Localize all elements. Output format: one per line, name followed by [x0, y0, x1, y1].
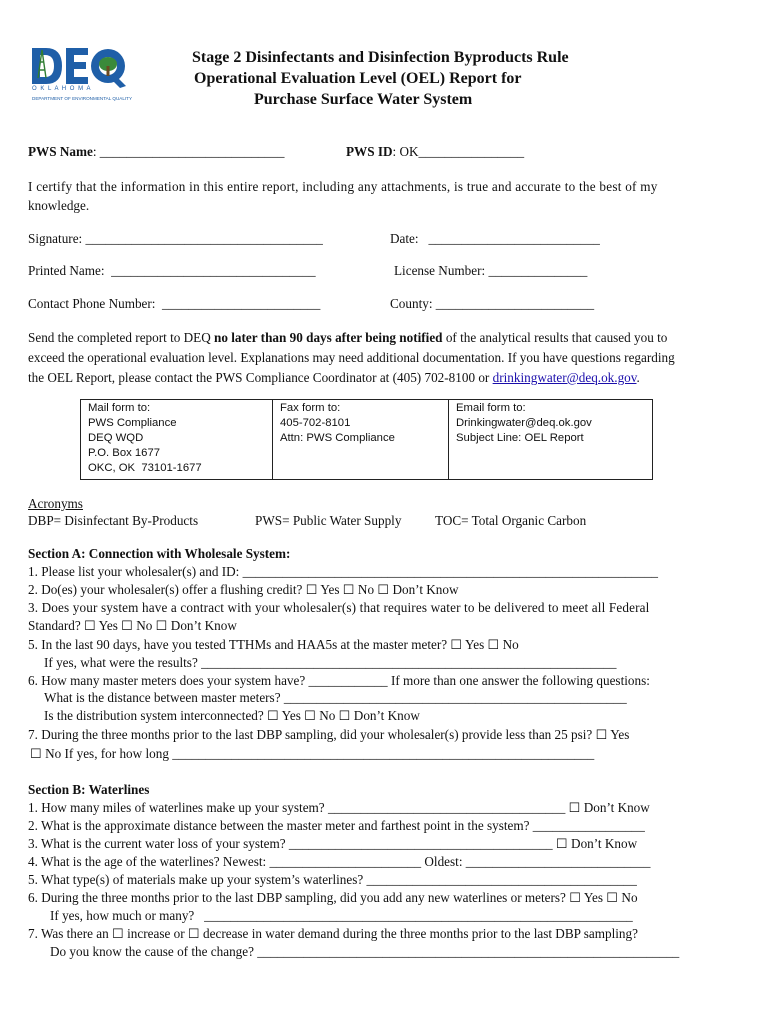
pws-name-field[interactable]	[28, 144, 284, 160]
section-a-q7[interactable]: 7. During the three months prior to the last DBP sampling, did your wholesaler(s) provide less than 25 psi? ☐ Yes	[28, 727, 630, 742]
section-b-heading: Section B: Waterlines	[28, 782, 150, 797]
section-a-q6[interactable]: 6. How many master meters does your system have? ____________ If more than one answer the following questions:	[28, 673, 650, 688]
pws-name-blank: : ____________________________	[92, 144, 285, 159]
section-b-q1[interactable]: 1. How many miles of waterlines make up your system? ____________________________________ ☐ Don’t Know	[28, 800, 650, 815]
county-field[interactable]: County: ________________________	[390, 296, 595, 311]
date-field[interactable]: Date: __________________________	[390, 231, 600, 246]
acronym-pws: PWS= Public Water Supply	[255, 513, 402, 528]
section-a-q2[interactable]: 2. Do(es) your wholesaler(s) offer a flushing credit? ☐ Yes ☐ No ☐ Don’t Know	[28, 582, 459, 597]
section-b-q7-cause[interactable]: Do you know the cause of the change? ________________________________________________________________	[50, 944, 680, 959]
title-line-1: Stage 2 Disinfectants and Disinfection Byproducts Rule	[192, 49, 569, 66]
section-b-q6-amount[interactable]: If yes, how much or many? _________________________________________________________________	[50, 908, 633, 923]
logo-department: DEPARTMENT OF ENVIRONMENTAL QUALITY	[32, 96, 133, 101]
pws-id-blank: : OK________________	[392, 144, 525, 159]
section-a-q1[interactable]: 1. Please list your wholesaler(s) and ID: _______________________________________________________________	[28, 564, 659, 579]
email-cell: Email form to: Drinkingwater@deq.ok.gov Subject Line: OEL Report	[449, 400, 653, 480]
section-a-q5-results[interactable]: If yes, what were the results? _______________________________________________________________	[44, 655, 617, 670]
send-line-1	[28, 330, 667, 346]
section-a-q5[interactable]: 5. In the last 90 days, have you tested TTHMs and HAA5s at the master meter? ☐ Yes ☐ No	[28, 637, 519, 652]
send-text-b: of the analytical results that caused you to	[442, 330, 668, 345]
certify-line-2: knowledge.	[28, 198, 90, 213]
pws-id-field[interactable]	[346, 144, 524, 160]
send-deadline: no later than 90 days after being notified	[214, 330, 443, 345]
signature-field[interactable]: Signature: ____________________________________	[28, 231, 323, 246]
title-line-2: Operational Evaluation Level (OEL) Report for	[194, 70, 522, 87]
section-a-q3-options[interactable]: Standard? ☐ Yes ☐ No ☐ Don’t Know	[28, 618, 237, 633]
send-text-c: the OEL Report, please contact the PWS Compliance Coordinator at (405) 702-8100 or	[28, 370, 493, 385]
printed-name-field[interactable]: Printed Name: _______________________________	[28, 263, 316, 278]
section-a-q6-interconnected[interactable]: Is the distribution system interconnected? ☐ Yes ☐ No ☐ Don’t Know	[44, 708, 420, 723]
section-b-q6[interactable]: 6. During the three months prior to the last DBP sampling, did you add any new waterlines or meters? ☐ Yes ☐ No	[28, 890, 638, 905]
section-b-q4[interactable]: 4. What is the age of the waterlines? Newest: _______________________ Oldest: ____________________________	[28, 854, 651, 869]
license-number-field[interactable]: License Number: _______________	[394, 263, 588, 278]
mail-cell: Mail form to: PWS Compliance DEQ WQD P.O. Box 1677 OKC, OK 73101-1677	[81, 400, 273, 480]
fax-cell: Fax form to: 405-702-8101 Attn: PWS Compliance	[273, 400, 449, 480]
logo-state: O K L A H O M A	[32, 86, 92, 92]
deq-logo	[28, 44, 138, 106]
section-a-q7-duration[interactable]: ☐ No If yes, for how long ________________________________________________________________	[30, 746, 595, 761]
send-line-3	[28, 370, 640, 386]
acronym-toc: TOC= Total Organic Carbon	[435, 513, 587, 528]
pws-id-label: PWS ID	[346, 144, 393, 159]
section-a-q3: 3. Does your system have a contract with your wholesaler(s) that requires water to be delivered to meet all Federal	[28, 600, 650, 615]
contact-phone-field[interactable]: Contact Phone Number: ________________________	[28, 296, 321, 311]
section-b-q5[interactable]: 5. What type(s) of materials make up your system’s waterlines? _________________________________________	[28, 872, 637, 887]
email-link[interactable]: drinkingwater@deq.ok.gov	[492, 370, 637, 385]
send-period: .	[636, 370, 640, 385]
section-b-q3[interactable]: 3. What is the current water loss of your system? ________________________________________ ☐ Don’t Know	[28, 836, 638, 851]
acronym-dbp: DBP= Disinfectant By-Products	[28, 513, 199, 528]
acronyms-heading: Acronyms	[28, 496, 83, 511]
section-b-q2[interactable]: 2. What is the approximate distance between the master meter and farthest point in the system? _________________	[28, 818, 645, 833]
send-line-2: exceed the operational evaluation level. Explanations may need additional documentation. If you have questions regarding	[28, 350, 675, 365]
title-line-3: Purchase Surface Water System	[254, 91, 473, 108]
section-b-q7[interactable]: 7. Was there an ☐ increase or ☐ decrease in water demand during the three months prior to the last DBP sampling?	[28, 926, 638, 941]
contact-table	[80, 399, 653, 480]
send-text-a: Send the completed report to DEQ	[28, 330, 215, 345]
section-a-q6-distance[interactable]: What is the distance between master meters? ____________________________________________________	[44, 690, 627, 705]
pws-name-label: PWS Name	[28, 144, 93, 159]
certify-line-1: I certify that the information in this entire report, including any attachments, is true and accurate to the best of my	[28, 179, 658, 194]
section-a-heading: Section A: Connection with Wholesale System:	[28, 546, 291, 561]
